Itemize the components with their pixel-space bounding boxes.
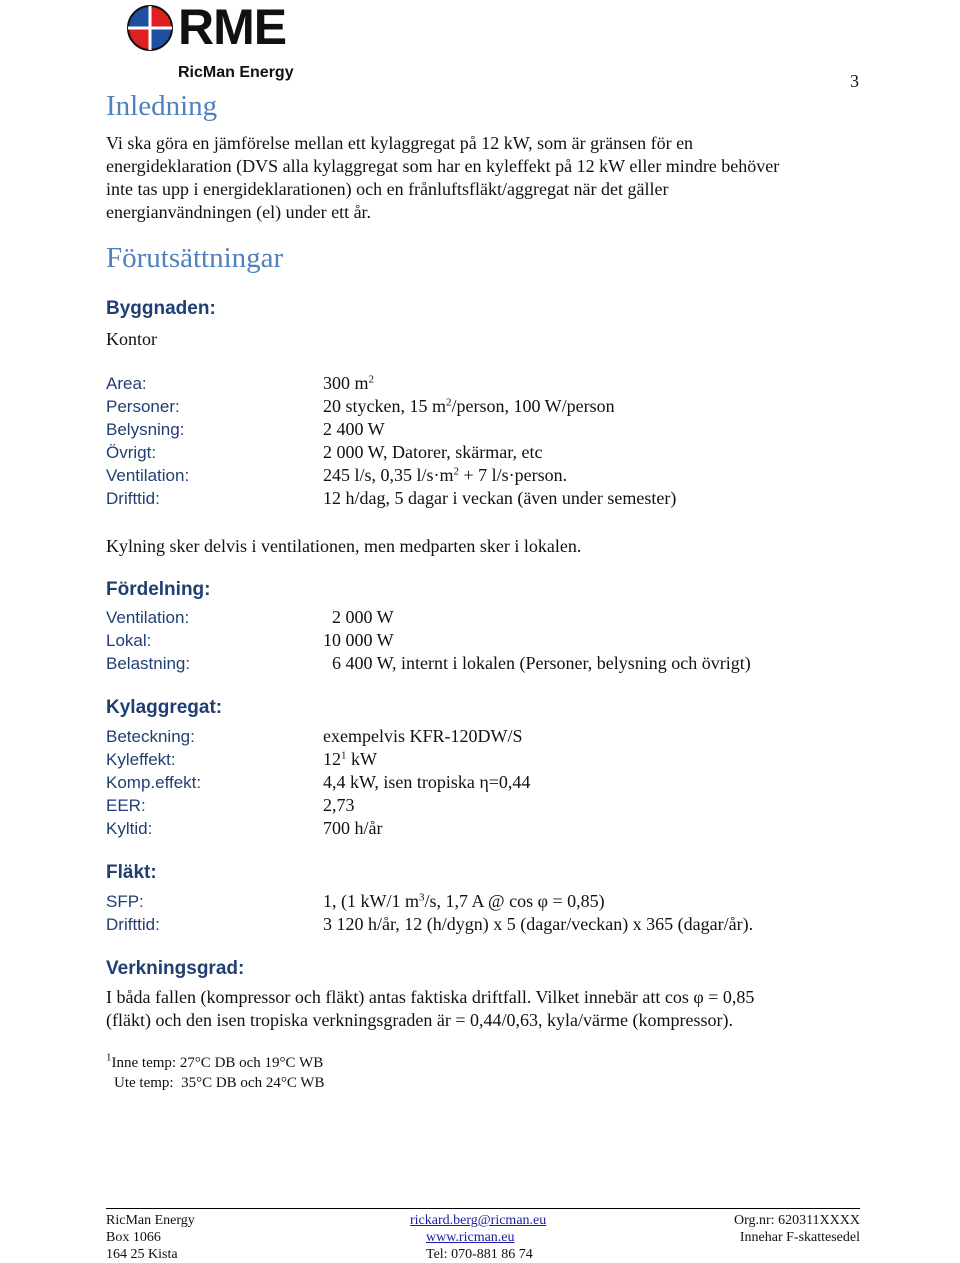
dist-load-label: Belastning: [106, 654, 191, 673]
sfp-label: SFP: [106, 892, 144, 911]
compressor-power-label: Komp.effekt: [106, 773, 202, 792]
intro-line-2: energideklaration (DVS alla kylaggregat som har en kyleffekt på 12 kW eller mindre behöver [106, 156, 780, 176]
area-value: 300 $m^2$ [323, 373, 375, 393]
fan-heading: Fläkt: [106, 862, 157, 883]
fan-runtime-value: 3 120 h/år, 12 (h/dygn) x 5 (dagar/veckan) x 365 (dagar/år). [323, 914, 754, 934]
page-number: 3 [850, 71, 859, 91]
designation-label: Beteckning: [106, 727, 195, 746]
distribution-heading: Fördelning: [106, 579, 211, 600]
prereq-heading: Förutsättningar [106, 242, 284, 274]
compressor-power-value: 4,4 kW, isen tropiska η=0,44 [323, 772, 531, 792]
company-logo [126, 0, 316, 86]
efficiency-heading: Verkningsgrad: [106, 958, 245, 979]
dist-local-label: Lokal: [106, 631, 152, 650]
footer-phone: Tel: 070-881 86 74 [426, 1247, 533, 1262]
lighting-value: 2 400 W [323, 419, 385, 439]
eer-value: 2,73 [323, 795, 355, 815]
persons-label: Personer: [106, 397, 180, 416]
cooling-time-value: 700 h/år [323, 818, 383, 838]
footer-col-2 [410, 1212, 546, 1263]
dist-vent-value: 2 000 W [332, 607, 394, 627]
efficiency-line-2: (fläkt) och den isen tropiska verkningsgraden är = 0,44/0,63, kyla/värme (kompressor). [106, 1010, 733, 1030]
footer-divider [106, 1208, 860, 1209]
building-heading: Byggnaden: [106, 298, 216, 319]
footnote-line-1: $^1$Inne temp: 27°C DB och 19°C WB [106, 1051, 324, 1071]
building-type: Kontor [106, 329, 157, 349]
designation-value: exempelvis KFR-120DW/S [323, 726, 523, 746]
footnote-line-2: Ute temp: 35°C DB och 24°C WB [114, 1075, 325, 1091]
eer-label: EER: [106, 796, 146, 815]
dist-vent-label: Ventilation: [106, 608, 190, 627]
footer-company: RicMan Energy [106, 1213, 195, 1228]
ventilation-value: 245 l/s, 0,35 $l/s\cdot m^2 + 7$ l/s·person. [323, 465, 568, 485]
intro-line-3: inte tas upp i energideklarationen) och en frånluftsfläkt/aggregat när det gäller [106, 179, 669, 199]
other-value: 2 000 W, Datorer, skärmar, etc [323, 442, 543, 462]
footer-email-link[interactable]: rickard.berg@ricman.eu [410, 1213, 547, 1228]
logo-circle-icon [126, 4, 174, 52]
ventilation-label: Ventilation: [106, 466, 190, 485]
footer-col-1 [106, 1212, 195, 1263]
chiller-heading: Kylaggregat: [106, 697, 223, 718]
cooling-power-value: $12^1$ kW [323, 749, 377, 769]
dist-local-value: 10 000 W [323, 630, 394, 650]
footer-box: Box 1066 [106, 1230, 161, 1245]
other-label: Övrigt: [106, 443, 157, 462]
lighting-label: Belysning: [106, 420, 185, 439]
area-label: Area: [106, 374, 147, 393]
intro-line-1: Vi ska göra en jämförelse mellan ett kylaggregat på 12 kW, som är gränsen för en [106, 133, 694, 153]
cooling-note: Kylning sker delvis i ventilationen, men medparten sker i lokalen. [106, 536, 582, 556]
logo-company-name: RicMan Energy [178, 64, 294, 81]
intro-line-4: energianvändningen (el) under ett år. [106, 202, 372, 222]
footer-col-3 [724, 1212, 860, 1246]
cooling-time-label: Kyltid: [106, 819, 153, 838]
intro-heading: Inledning [106, 90, 218, 122]
footer-website-link[interactable]: www.ricman.eu [426, 1230, 515, 1245]
footer-postal: 164 25 Kista [106, 1247, 178, 1262]
efficiency-line-1: I båda fallen (kompressor och fläkt) antas faktiska driftfall. Vilket innebär att cos φ = 0,85 [106, 987, 755, 1007]
logo-wordmark: RME [178, 0, 287, 55]
runtime-value: 12 h/dag, 5 dagar i veckan (även under semester) [323, 488, 677, 508]
footer-tax: Innehar F-skattesedel [739, 1230, 860, 1245]
fan-runtime-label: Drifttid: [106, 915, 160, 934]
runtime-label: Drifttid: [106, 489, 160, 508]
cooling-power-label: Kyleffekt: [106, 750, 176, 769]
footer-org-nr: Org.nr: 620311XXXX [734, 1213, 860, 1228]
sfp-value: 1, (1 kW/1 $m^3/s$, 1,7 A @ cos φ = 0,85) [323, 891, 605, 911]
persons-value: 20 stycken, 15 $m^2$/person, 100 W/person [323, 396, 615, 416]
dist-load-value: 6 400 W, internt i lokalen (Personer, belysning och övrigt) [332, 653, 751, 673]
